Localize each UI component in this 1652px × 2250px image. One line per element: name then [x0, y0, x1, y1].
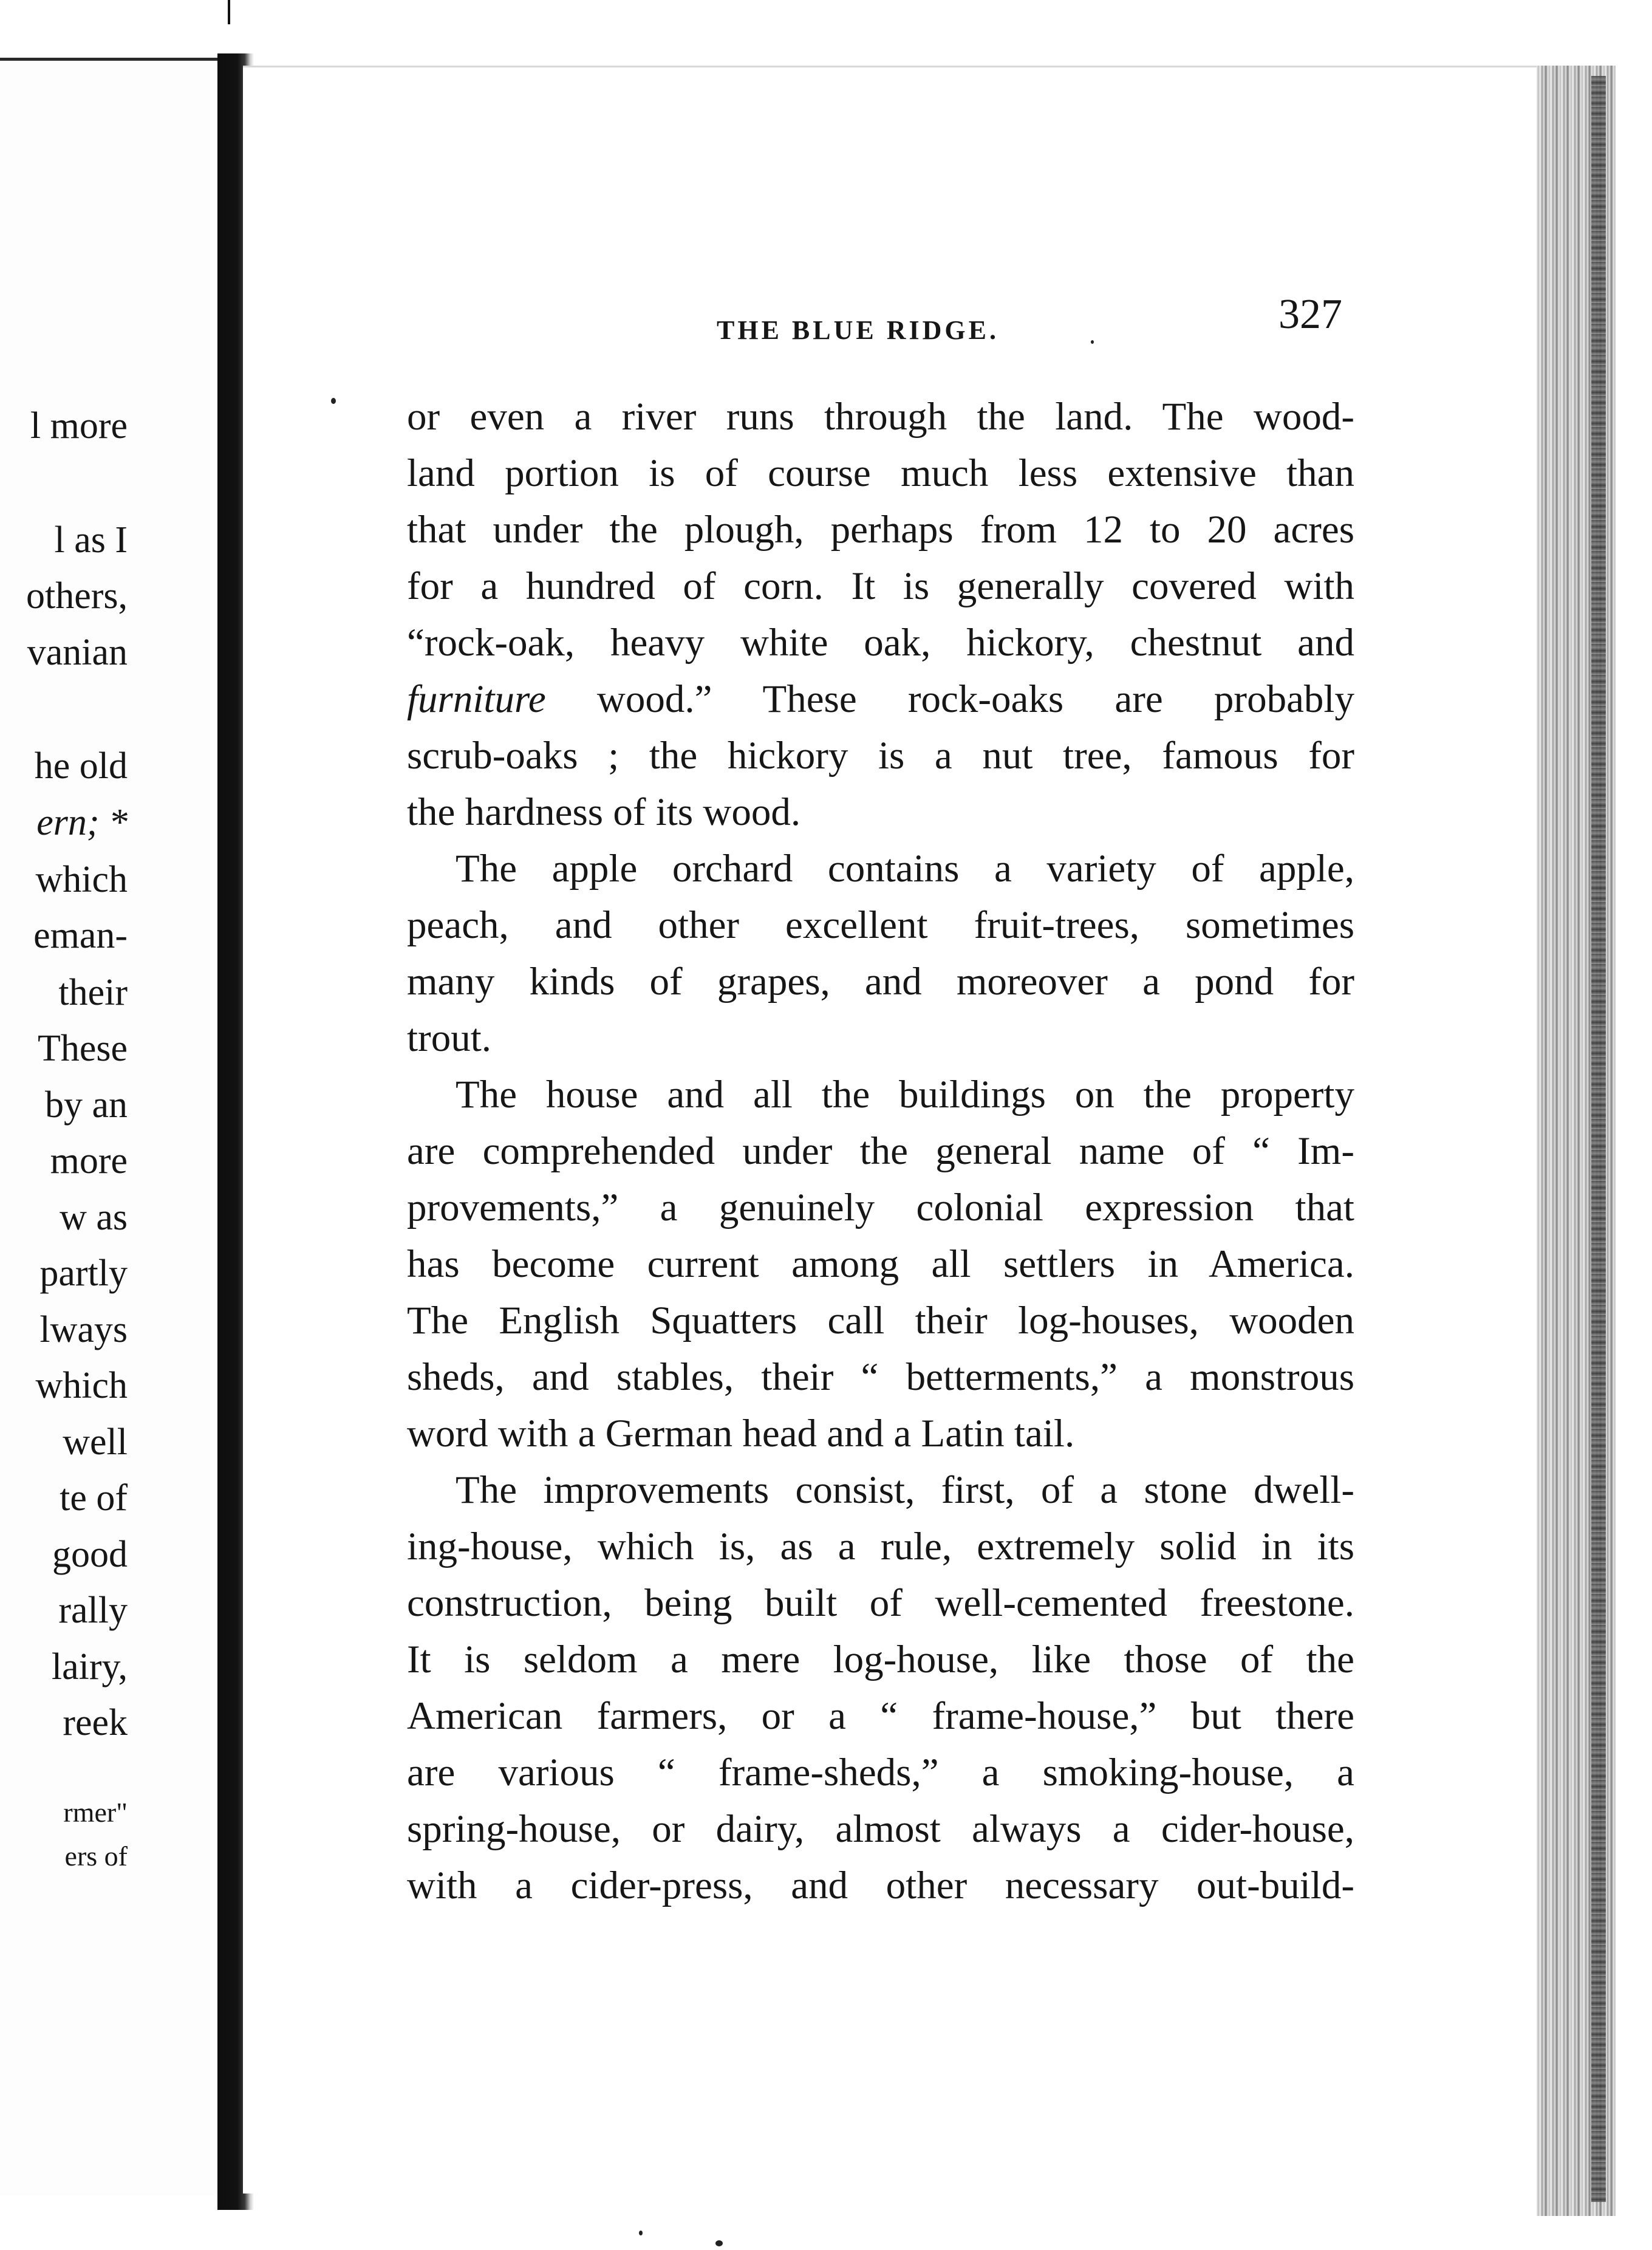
left-line: These: [37, 1028, 128, 1069]
text-line: are various “ frame-sheds,” a smoking-house, a: [407, 1751, 1354, 1794]
text-line: or even a river runs through the land. The wood-: [407, 395, 1354, 439]
text-line: The English Squatters call their log-houses, wooden: [407, 1299, 1354, 1342]
left-line: he old: [34, 745, 128, 787]
left-line: te of: [60, 1477, 128, 1519]
running-head: THE BLUE RIDGE.: [717, 315, 999, 345]
text-line: spring-house, or dairy, almost always a cider-house,: [407, 1807, 1354, 1851]
text-line-with-italic: [407, 671, 1354, 728]
text-line: It is seldom a mere log-house, like those of the: [407, 1638, 1354, 1681]
text-line: that under the plough, perhaps from 12 to 20 acres: [407, 508, 1354, 552]
text-line: provements,” a genuinely colonial expression that: [407, 1186, 1354, 1229]
left-line: which: [35, 1365, 128, 1406]
left-page-top-edge: [0, 58, 219, 61]
text-line: the hardness of its wood.: [407, 790, 801, 834]
left-line: more: [50, 1140, 128, 1181]
scan-artifact: [228, 0, 230, 24]
left-footnote-line: ers of: [64, 1841, 128, 1872]
left-line: eman-: [33, 915, 128, 956]
text-line: construction, being built of well-cemented freestone.: [407, 1581, 1354, 1625]
left-line: rally: [58, 1590, 128, 1631]
left-line: which: [35, 859, 128, 900]
ink-speck: [639, 2231, 643, 2235]
page-number: 327: [1278, 291, 1342, 338]
text-line: word with a German head and a Latin tail.: [407, 1412, 1075, 1455]
text-line-rest: wood.” These rock-oaks are probably: [596, 677, 1354, 721]
left-line: l as I: [54, 519, 128, 561]
text-line: American farmers, or a “ frame-house,” but there: [407, 1694, 1354, 1738]
left-line: well: [63, 1421, 128, 1463]
text-line: ing-house, which is, as a rule, extremely solid in its: [407, 1525, 1354, 1568]
left-line: by an: [44, 1084, 128, 1126]
body-text: [407, 389, 1354, 1914]
text-line: The improvements consist, first, of a stone dwell-: [456, 1468, 1354, 1512]
left-footnote-line: rmer": [63, 1797, 128, 1828]
left-line: partly: [39, 1253, 128, 1294]
left-line: lairy,: [51, 1646, 128, 1688]
left-line: good: [52, 1534, 128, 1575]
left-line: ern; *: [36, 802, 128, 843]
left-line: reek: [63, 1702, 128, 1743]
text-line: sheds, and stables, their “ betterments,” a monstrous: [407, 1355, 1354, 1399]
left-line: w as: [60, 1197, 128, 1238]
text-line: trout.: [407, 1016, 492, 1060]
text-line: many kinds of grapes, and moreover a pond for: [407, 960, 1354, 1004]
text-line: has become current among all settlers in America.: [407, 1242, 1354, 1286]
ink-speck: [715, 2240, 723, 2246]
italic-word: furniture: [407, 677, 546, 721]
left-line: others,: [26, 575, 128, 617]
ink-speck: [1091, 340, 1094, 344]
text-line: scrub-oaks ; the hickory is a nut tree, famous for: [407, 734, 1354, 778]
left-line: their: [58, 972, 128, 1013]
left-facing-page: [0, 58, 219, 2196]
text-line: are comprehended under the general name of “ Im-: [407, 1129, 1354, 1173]
text-line: with a cider-press, and other necessary out-build-: [407, 1864, 1354, 1907]
page-edges-shadow: [1591, 76, 1606, 2202]
text-line: The apple orchard contains a variety of apple,: [456, 847, 1354, 891]
left-line: l more: [30, 405, 128, 446]
ink-speck: [331, 398, 336, 404]
text-line: peach, and other excellent fruit-trees, sometimes: [407, 903, 1354, 947]
text-line: “rock-oak, heavy white oak, hickory, chestnut and: [407, 621, 1354, 665]
text-line: land portion is of course much less extensive than: [407, 451, 1354, 495]
text-line: for a hundred of corn. It is generally covered with: [407, 564, 1354, 608]
left-line: lways: [39, 1309, 128, 1350]
left-line: vanian: [27, 632, 128, 673]
text-line: The house and all the buildings on the property: [456, 1073, 1354, 1116]
